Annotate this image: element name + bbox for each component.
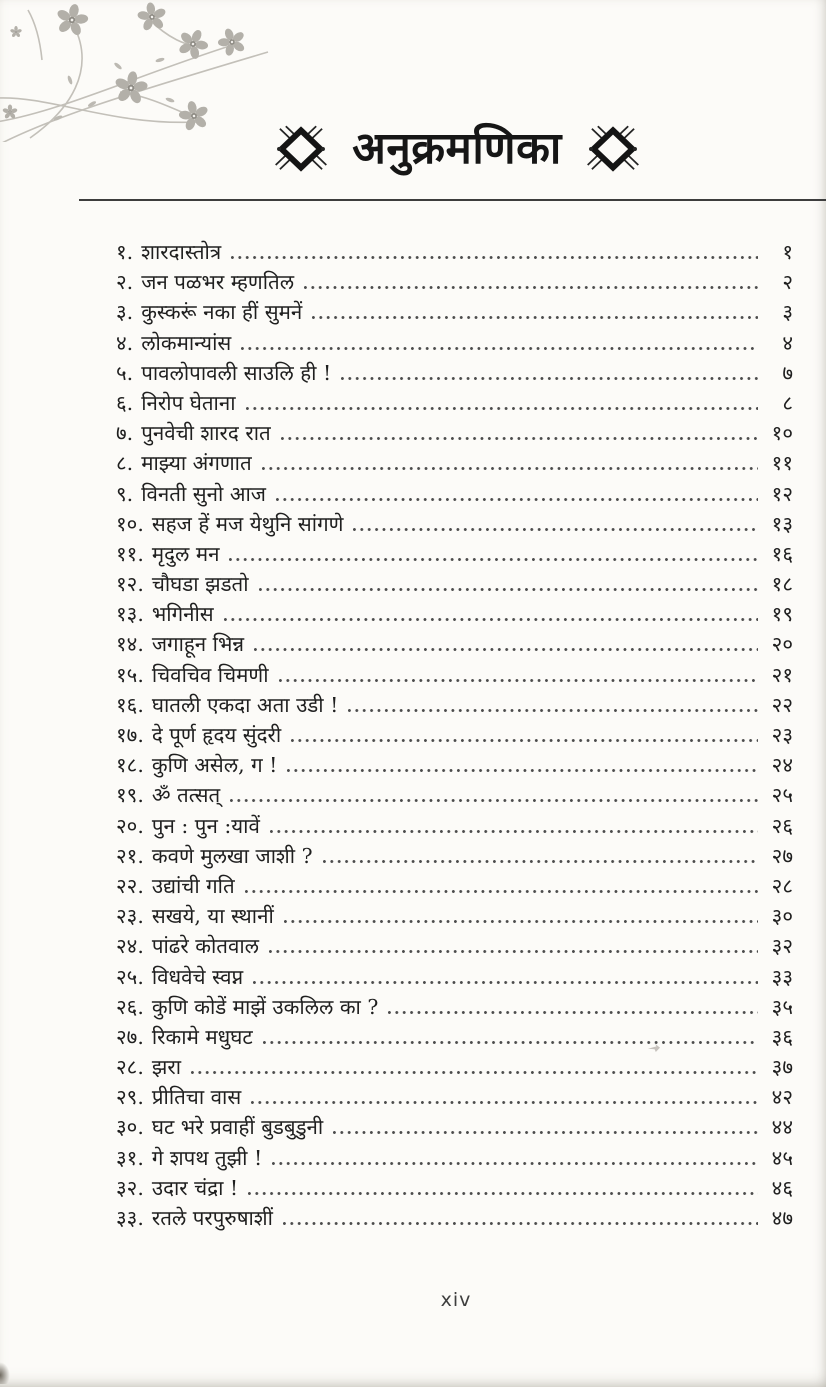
dotted-leader-icon xyxy=(333,1131,758,1134)
entry-number: १७. xyxy=(116,723,144,747)
entry-title: शारदास्तोत्र xyxy=(141,240,222,264)
entry-title: कुस्करूं नका हीं सुमनें xyxy=(141,300,303,325)
toc-entry xyxy=(116,812,793,842)
scan-smudge xyxy=(0,1362,10,1384)
entry-page-number: १८ xyxy=(771,572,793,597)
toc-entry xyxy=(116,661,793,691)
entry-title: सहज हें मज येथुनि सांगणे xyxy=(151,511,344,536)
entry-number: १४. xyxy=(116,632,144,657)
toc-entry xyxy=(116,1174,793,1204)
dotted-leader-icon xyxy=(353,528,758,531)
entry-title: माझ्या अंगणात xyxy=(141,451,252,476)
dotted-leader-icon xyxy=(230,799,758,802)
entry-page-number: २८ xyxy=(771,873,793,898)
diamond-ornament-right-icon xyxy=(586,124,640,174)
entry-number: १५. xyxy=(116,662,144,687)
toc-entry xyxy=(116,510,793,540)
dotted-leader-icon xyxy=(276,498,758,501)
dotted-leader-icon xyxy=(241,347,758,350)
dotted-leader-icon xyxy=(224,618,758,621)
entry-title: विधवेचे स्वप्न xyxy=(151,964,244,989)
toc-entry xyxy=(116,359,793,389)
toc-entry xyxy=(116,1083,793,1113)
entry-page-number: ३७ xyxy=(771,1055,793,1080)
entry-number: २२. xyxy=(116,873,144,898)
dotted-leader-icon xyxy=(283,1222,758,1225)
entry-number: ३. xyxy=(116,300,134,325)
entry-page-number: ४६ xyxy=(771,1175,793,1200)
entry-page-number: १ xyxy=(782,240,793,264)
dotted-leader-icon xyxy=(263,1041,758,1044)
dotted-leader-icon xyxy=(341,377,758,380)
entry-number: २५. xyxy=(116,964,144,989)
entry-number: ८. xyxy=(116,451,134,476)
toc-entry xyxy=(116,480,793,510)
entry-number: ३१. xyxy=(116,1145,144,1170)
entry-page-number: ८ xyxy=(782,390,793,415)
entry-number: ३३. xyxy=(116,1206,144,1230)
entry-page-number: १३ xyxy=(771,511,793,536)
toc-entry xyxy=(116,842,793,872)
entry-title: ॐ तत्सत् xyxy=(151,783,221,808)
entry-page-number: २० xyxy=(771,632,793,657)
diamond-ornament-left-icon xyxy=(274,124,328,174)
toc-entry xyxy=(116,932,793,962)
dotted-leader-icon xyxy=(348,709,758,712)
toc-entry xyxy=(116,1144,793,1174)
entry-page-number: ४४ xyxy=(771,1115,793,1140)
entry-number: १३. xyxy=(116,602,144,627)
entry-page-number: १९ xyxy=(771,602,793,627)
entry-page-number: ११ xyxy=(771,451,793,476)
entry-title: दे पूर्ण हृदय सुंदरी xyxy=(151,723,282,747)
entry-number: ७. xyxy=(116,421,134,446)
toc-entry xyxy=(116,1113,793,1143)
entry-page-number: ४५ xyxy=(771,1145,793,1170)
entry-title: कवणे मुलखा जाशी ? xyxy=(151,843,313,868)
dotted-leader-icon xyxy=(248,1192,758,1195)
entry-page-number: २७ xyxy=(771,843,793,868)
dotted-leader-icon xyxy=(284,920,758,923)
entry-number: १९. xyxy=(116,783,144,808)
toc-entry xyxy=(116,449,793,479)
dotted-leader-icon xyxy=(229,558,758,561)
dotted-leader-icon xyxy=(245,890,758,893)
entry-title: लोकमान्यांस xyxy=(141,330,232,355)
entry-number: ६. xyxy=(116,390,134,415)
toc-entry xyxy=(116,419,793,449)
dotted-leader-icon xyxy=(246,407,758,410)
entry-title: घट भरे प्रवाहीं बुडबुडुनी xyxy=(151,1115,324,1140)
dotted-leader-icon xyxy=(323,860,758,863)
entry-page-number: ३३ xyxy=(771,964,793,989)
entry-title: गे शपथ तुझी ! xyxy=(151,1145,263,1170)
dotted-leader-icon xyxy=(259,588,758,591)
entry-page-number: ३० xyxy=(771,904,793,929)
toc-entry xyxy=(116,630,793,660)
entry-page-number: २५ xyxy=(771,783,793,808)
dotted-leader-icon xyxy=(270,830,758,833)
entry-title: निरोप घेताना xyxy=(141,390,236,415)
dotted-leader-icon xyxy=(291,739,758,742)
chapter-title-row xyxy=(44,124,826,174)
entry-page-number: २ xyxy=(782,270,793,295)
entry-number: १६. xyxy=(116,692,144,717)
entry-page-number: ७ xyxy=(782,360,793,385)
toc-list xyxy=(116,238,793,1234)
entry-title: जन पळभर म्हणतिल xyxy=(141,270,295,295)
entry-title: उदार चंद्रा ! xyxy=(151,1175,239,1200)
dotted-leader-icon xyxy=(388,1011,758,1014)
entry-title: पुनवेची शारद रात xyxy=(141,421,271,446)
toc-entry xyxy=(116,298,793,328)
dotted-leader-icon xyxy=(269,950,758,953)
toc-entry xyxy=(116,238,793,268)
dotted-leader-icon xyxy=(279,679,758,682)
entry-title: जगाहून भिन्न xyxy=(151,632,245,657)
entry-page-number: २४ xyxy=(771,753,793,778)
dotted-leader-icon xyxy=(253,981,758,984)
entry-title: उद्यांची गति xyxy=(151,873,235,898)
dotted-leader-icon xyxy=(191,1071,758,1074)
entry-title: सखये, या स्थानीं xyxy=(151,904,274,929)
dotted-leader-icon xyxy=(254,648,758,651)
dotted-leader-icon xyxy=(304,286,758,289)
entry-number: २१. xyxy=(116,843,144,868)
entry-number: ३०. xyxy=(116,1115,144,1140)
entry-page-number: १२ xyxy=(771,481,793,506)
entry-page-number: ३६ xyxy=(771,1024,793,1049)
entry-number: ३२. xyxy=(116,1175,144,1200)
entry-page-number: २२ xyxy=(771,692,793,717)
entry-number: १०. xyxy=(116,511,144,536)
entry-page-number: ४ xyxy=(782,330,793,355)
toc-entry xyxy=(116,1023,793,1053)
entry-number: १२. xyxy=(116,572,144,597)
flower-vine-icon xyxy=(0,0,278,142)
entry-title: कुणि असेल, ग ! xyxy=(151,753,278,778)
entry-title: विनती सुनो आज xyxy=(141,481,267,506)
dotted-leader-icon xyxy=(312,316,758,319)
entry-number: २६. xyxy=(116,994,144,1019)
entry-title: भगिनीस xyxy=(151,602,214,627)
entry-page-number: ४२ xyxy=(771,1085,793,1110)
toc-entry xyxy=(116,1053,793,1083)
entry-title: कुणि कोडें माझें उकलिल का ? xyxy=(151,994,379,1019)
entry-number: २०. xyxy=(116,813,144,838)
entry-number: २७. xyxy=(116,1024,144,1049)
toc-entry xyxy=(116,721,793,751)
entry-page-number: २३ xyxy=(771,723,793,747)
entry-title: प्रीतिचा वास xyxy=(151,1085,242,1110)
entry-number: २४. xyxy=(116,934,144,959)
toc-entry xyxy=(116,600,793,630)
toc-entry xyxy=(116,691,793,721)
entry-page-number: १० xyxy=(771,421,793,446)
toc-entry xyxy=(116,993,793,1023)
entry-title: पुन : पुन :यावें xyxy=(151,813,260,838)
entry-number: २८. xyxy=(116,1055,144,1080)
toc-entry xyxy=(116,963,793,993)
entry-page-number: २६ xyxy=(771,813,793,838)
entry-title: पावलोपावली साउलि ही ! xyxy=(141,360,332,385)
entry-number: १८. xyxy=(116,753,144,778)
entry-page-number: ३२ xyxy=(771,934,793,959)
entry-title: रिकामे मधुघट xyxy=(151,1024,253,1049)
toc-entry xyxy=(116,268,793,298)
entry-page-number: २१ xyxy=(771,662,793,687)
dotted-leader-icon xyxy=(272,1162,758,1165)
toc-entry xyxy=(116,389,793,419)
entry-title: मृदुल मन xyxy=(151,541,220,566)
dotted-leader-icon xyxy=(281,437,758,440)
entry-number: ५. xyxy=(116,360,134,385)
entry-number: ११. xyxy=(116,541,144,566)
entry-page-number: ४७ xyxy=(771,1206,793,1230)
dotted-leader-icon xyxy=(251,1101,758,1104)
toc-entry xyxy=(116,540,793,570)
toc-entry xyxy=(116,872,793,902)
page-title: अनुक्रमणिका xyxy=(352,123,562,174)
entry-number: २. xyxy=(116,270,134,295)
entry-title: चौघडा झडतो xyxy=(151,572,249,597)
entry-page-number: ३५ xyxy=(771,994,793,1019)
entry-title: पांढरे कोतवाल xyxy=(151,934,260,959)
dotted-leader-icon xyxy=(262,467,758,470)
toc-entry xyxy=(116,329,793,359)
entry-page-number: १६ xyxy=(771,541,793,566)
entry-title: रतले परपुरुषाशीं xyxy=(151,1206,273,1230)
entry-title: घातली एकदा अता उडी ! xyxy=(151,692,339,717)
entry-number: ९. xyxy=(116,481,134,506)
dotted-leader-icon xyxy=(287,769,758,772)
entry-number: २३. xyxy=(116,904,144,929)
entry-number: ४. xyxy=(116,330,134,355)
dotted-leader-icon xyxy=(231,256,758,259)
toc-entry xyxy=(116,1204,793,1234)
entry-title: झरा xyxy=(151,1055,182,1080)
title-divider xyxy=(79,199,826,201)
entry-title: चिवचिव चिमणी xyxy=(151,662,269,687)
toc-entry xyxy=(116,902,793,932)
toc-entry xyxy=(116,751,793,781)
toc-entry xyxy=(116,570,793,600)
entry-number: २९. xyxy=(116,1085,144,1110)
footer-page-number: xiv xyxy=(440,1289,472,1311)
entry-number: १. xyxy=(116,240,134,264)
entry-page-number: ३ xyxy=(782,300,793,325)
toc-entry xyxy=(116,781,793,811)
